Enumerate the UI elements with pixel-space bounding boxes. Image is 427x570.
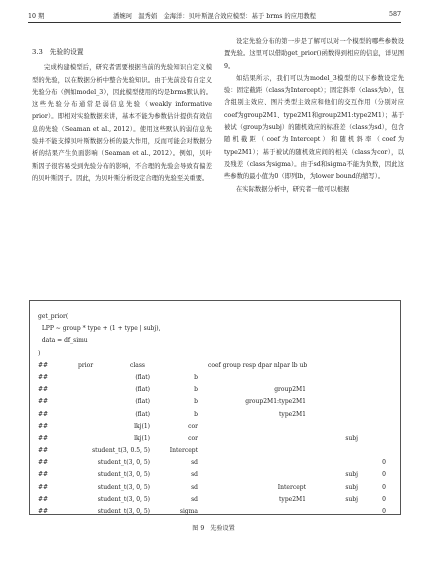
cell-class: b <box>194 398 198 406</box>
cell-prior: (flat) <box>135 373 150 381</box>
cell-prior: student_t(3, 0, 5) <box>97 483 150 491</box>
code-line: LPP ~ group * type + (1 + type | subj), <box>38 325 161 333</box>
cell-coef: group2M1 <box>274 386 306 394</box>
cell-class: sigma <box>179 508 198 515</box>
output-row <box>38 384 394 396</box>
header-class: class <box>130 361 146 369</box>
cell-group: subj <box>345 495 358 503</box>
cell-hash: ## <box>38 459 49 467</box>
output-row <box>38 433 394 445</box>
cell-prior: (flat) <box>135 386 150 394</box>
output-row <box>38 445 394 457</box>
cell-hash: ## <box>38 434 49 442</box>
cell-hash: ## <box>38 398 49 406</box>
figure-caption: 图 9 先验设置 <box>192 525 235 532</box>
page-number: 587 <box>388 11 401 18</box>
code-line: data = df_simu <box>38 337 88 345</box>
body-paragraph: 完成构建模型后，研究者需要根据当前的先验知识自定义模型的先验，以在数据分析中整合先验知识。由于先前没有自定义先验分布（例如model_3），因此模型使用的均是brms默认的。这些先验分布通常是弱信息先验（weakly informative prior）。即相对实验数据来讲，基本不能为参数估计提供有效信息的先验（Seaman et al., 2012）。使用这些默认的弱信息先验并不能支撑贝叶斯数据分析的最大作用，反而可能会对数据分析的结果产生负面影响（Seaman et al., 2012）。例如，贝叶斯因子很容易受到先验分布的影响，不合理的先验会导致有偏差的贝叶斯因子。因此，为贝叶斯分析设定合理的先验至关重要。 <box>32 64 212 182</box>
code-line: get_prior( <box>38 313 69 320</box>
body-paragraph: 在实际数据分析中，研究者一般可以根据 <box>236 185 350 193</box>
right-column <box>224 36 404 196</box>
cell-class: b <box>194 386 198 394</box>
cell-prior: (flat) <box>135 398 150 406</box>
output-row <box>38 396 394 408</box>
body-paragraph: 设定先验分布的第一步是了解可以对一个模型的哪些参数设置先验。这里可以借助get_prior()函数得到相应的信息，详见图9。 <box>224 38 404 70</box>
cell-class: Intercept <box>169 447 198 455</box>
cell-prior: student_t(3, 0, 5) <box>97 508 150 515</box>
cell-lb: 0 <box>382 483 386 491</box>
cell-class: b <box>194 373 198 381</box>
cell-prior: lkj(1) <box>134 434 150 442</box>
cell-hash: ## <box>38 373 49 381</box>
cell-prior: student_t(3, 0.5, 5) <box>92 447 150 455</box>
cell-group: subj <box>345 471 358 479</box>
left-column <box>32 38 212 185</box>
cell-class: b <box>194 410 198 418</box>
code-figure <box>29 300 401 515</box>
cell-hash: ## <box>38 471 49 479</box>
header-rest: coef group resp dpar nlpar lb ub <box>208 361 308 369</box>
output-row <box>38 409 394 421</box>
cell-class: cor <box>188 434 198 442</box>
output-rows <box>38 372 394 518</box>
cell-prior: (flat) <box>135 410 150 418</box>
running-header <box>28 8 401 23</box>
cell-hash: ## <box>38 495 49 503</box>
output-row <box>38 372 394 384</box>
output-row <box>38 494 394 506</box>
cell-lb: 0 <box>382 471 386 479</box>
output-row <box>38 457 394 469</box>
output-row <box>38 506 394 518</box>
code-line: ) <box>38 349 41 357</box>
cell-group: subj <box>345 434 358 442</box>
cell-hash: ## <box>38 447 49 455</box>
cell-coef: type2M1 <box>279 495 306 503</box>
cell-coef: type2M1 <box>279 410 306 418</box>
cell-hash: ## <box>38 422 49 430</box>
cell-lb: 0 <box>382 459 386 467</box>
cell-hash: ## <box>38 508 49 515</box>
code-block <box>38 311 394 518</box>
cell-class: cor <box>188 422 198 430</box>
cell-class: sd <box>191 483 198 491</box>
output-row <box>38 469 394 481</box>
cell-hash: ## <box>38 410 49 418</box>
cell-hash: ## <box>38 483 49 491</box>
issue-number: 10 期 <box>28 13 45 20</box>
body-paragraph: 如结果所示，我们可以为model_3模型的以下参数设定先验：固定截距（class为Intercept）；固定斜率（class为b），包含组别主效应、图片类型主效应和他们的交互作用（分别对应coef为group2M1、type2M1和group2M1:type2M1）；基于被试（group为subj）的随机效应的标准差（class为sd），包含随机截距（coef为Intercept）和随机斜率（coef为type2M1）；基于被试的随机效应间的相关（class为cor），以及残差（class为sigma）。由于sd和sigma不能为负数，因此这些参数的最小值为0（即列lb，为lower bound的缩写）。 <box>224 74 404 181</box>
header-prior: prior <box>78 361 94 369</box>
cell-prior: lkj(1) <box>134 422 150 430</box>
cell-coef: Intercept <box>277 483 306 491</box>
cell-hash: ## <box>38 386 49 394</box>
cell-prior: student_t(3, 0, 5) <box>97 495 150 503</box>
hash-mark: ## <box>38 361 49 369</box>
cell-prior: student_t(3, 0, 5) <box>97 459 150 467</box>
cell-prior: student_t(3, 0, 5) <box>97 471 150 479</box>
output-row <box>38 482 394 494</box>
cell-class: sd <box>191 471 198 479</box>
section-title: 3.3 先验的设置 <box>32 48 84 56</box>
cell-lb: 0 <box>382 495 386 503</box>
cell-lb: 0 <box>382 508 386 515</box>
output-header-row <box>38 360 394 372</box>
cell-group: subj <box>345 483 358 491</box>
cell-class: sd <box>191 459 198 467</box>
cell-class: sd <box>191 495 198 503</box>
running-title: 潘婉珂 温秀娟 金海洋：贝叶斯混合效应模型：基于 brms 的应用教程 <box>113 13 316 20</box>
cell-coef: group2M1:type2M1 <box>245 398 306 406</box>
output-row <box>38 421 394 433</box>
